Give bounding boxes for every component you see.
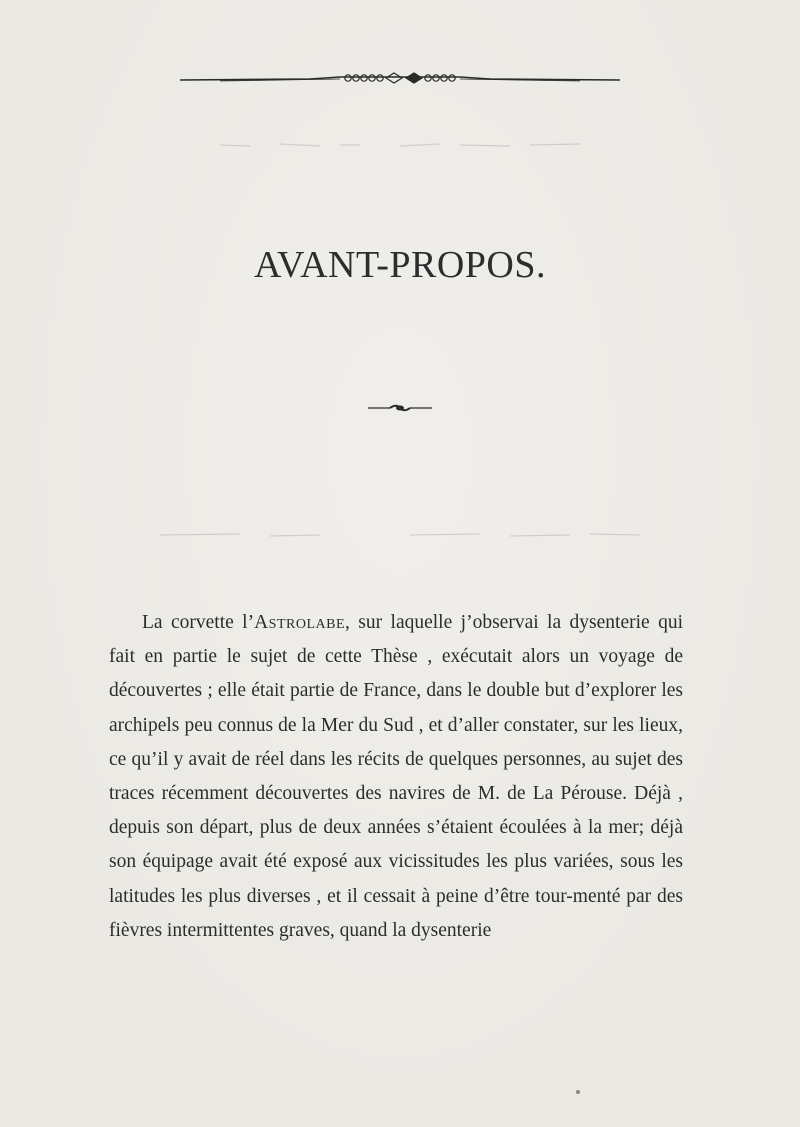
ornamental-rule (180, 70, 620, 86)
ship-name: Astrolabe (254, 612, 346, 633)
body-paragraph (109, 606, 683, 948)
ornament-center-motif (345, 73, 455, 83)
page-title: AVANT-PROPOS. (254, 244, 546, 286)
paragraph-start: La corvette l’ (142, 612, 255, 633)
bleed-through-trace (150, 530, 650, 540)
section-divider (368, 404, 432, 412)
bleed-through-trace (210, 140, 590, 150)
paragraph-rest: , sur laquelle j’observai la dysenterie qui fait en partie le sujet de cette Thèse , exécutait alors un voyage de découvertes ; elle était partie de France, dans le double but d’explorer les archipels peu connus de la Mer du Sud , et d’aller constater, sur les lieux, ce qu’il y avait de réel dans les récits de quelques personnes, au sujet des traces récemment découvertes des navires de M. de La Pérouse. Déjà , depuis son départ, plus de deux années s’étaient écoulées à la mer; déjà son équipage avait été exposé aux vicissitudes les plus variées, sous les latitudes les plus diverses , et il cessait à peine d’être tour-menté par des fièvres intermittentes graves, quand la dysenterie (109, 612, 683, 941)
paper-speck (576, 1090, 580, 1094)
